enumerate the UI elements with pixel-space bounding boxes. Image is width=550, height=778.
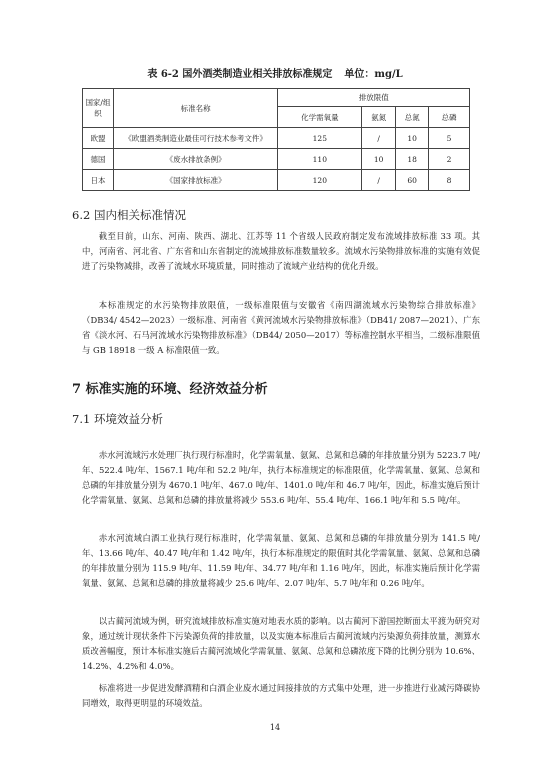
table-title: 表 6-2 国外酒类制造业相关排放标准规定 — [147, 69, 333, 80]
cell-country: 日本 — [83, 170, 114, 191]
cell-cod: 120 — [278, 170, 362, 191]
paragraph: 截至目前，山东、河南、陕西、湖北、江苏等 11 个省级人民政府制定发布流域排放标准 33 项。其中，河南省、河北省、广东省和山东省制定的流域排放标准数量较多。流域水污染物排放标准的实施有效促进了污染物减排，改善了流域水环境质量，同时推动了流域产业结构的优化升级。 — [82, 231, 480, 271]
header-total-nitrogen: 总氮 — [396, 107, 429, 128]
header-cod: 化学需氧量 — [278, 107, 362, 128]
section-heading-7-1: 7.1 环境效益分析 — [72, 412, 163, 426]
emission-standards-table — [82, 88, 470, 191]
paragraph: 以古蔺河流域为例，研究流域排放标准实施对地表水质的影响。以古蔺河下游国控断面太平渡为研究对象，通过统计现状条件下污染源负荷的排放量，以及实施本标准后古蔺河流域内污染源负荷排放量，测算水质改善幅度，预计本标准实施后古蔺河流域化学需氧量、氨氮、总氮和总磷浓度下降的比例分别为 10.6%、14.2%、4.2%和 4.0%。 — [82, 616, 480, 671]
header-country: 国家/组织 — [83, 89, 114, 128]
page-number: 14 — [269, 723, 281, 732]
cell-ammonia: / — [362, 170, 396, 191]
table-row — [83, 149, 470, 170]
table-caption — [0, 65, 550, 80]
paragraph: 赤水河流域白酒工业执行现行标准时，化学需氧量、氨氮、总氮和总磷的年排放量分别为 141.5 吨/年、13.66 吨/年、40.47 吨/年和 1.42 吨/年，执行本标准规定的限值时其化学需氧量、氨氮、总氮和总磷的年排放量分别为 115.9 吨/年、11.59 吨/年、34.77 吨/年和 1.16 吨/年，因此，标准实施后预计化学需氧量、氨氮、总氮和总磷的排放量将减少 25.6 吨/年、2.07 吨/年、5.7 吨/年和 0.26 吨/年。 — [82, 533, 480, 588]
cell-standard-name: 《国家排放标准》 — [113, 170, 278, 191]
cell-ammonia: 10 — [362, 149, 396, 170]
paragraph: 标准将进一步促进发酵酒精和白酒企业废水通过间接排放的方式集中处理，进一步推进行业减污降碳协同增效，取得更明显的环境效益。 — [82, 683, 480, 708]
cell-country: 欧盟 — [83, 128, 114, 149]
header-ammonia: 氨氮 — [362, 107, 396, 128]
paragraph: 赤水河流域污水处理厂执行现行标准时，化学需氧量、氨氮、总氮和总磷的年排放量分别为 5223.7 吨/年、522.4 吨/年、1567.1 吨/年和 52.2 吨/年，执行本标准规定的标准限值，化学需氧量、氨氮、总氮和总磷的年排放量分别为 4670.1 吨/年、467.0 吨/年、1401.0 吨/年和 46.7 吨/年，因此，标准实施后预计化学需氧量、氨氮、总氮和总磷的排放量将减少 553.6 吨/年、55.4 吨/年、166.1 吨/年和 5.5 吨/年。 — [82, 450, 480, 505]
cell-total-phosphorus: 8 — [429, 170, 470, 191]
table-row — [83, 128, 470, 149]
section-heading-6-2: 6.2 国内相关标准情况 — [72, 208, 186, 222]
cell-country: 德国 — [83, 149, 114, 170]
cell-ammonia: / — [362, 128, 396, 149]
cell-total-nitrogen: 18 — [396, 149, 429, 170]
cell-cod: 125 — [278, 128, 362, 149]
cell-total-phosphorus: 5 — [429, 128, 470, 149]
section-heading-7: 7 标准实施的环境、经济效益分析 — [72, 382, 268, 397]
header-standard-name: 标准名称 — [113, 89, 278, 128]
cell-standard-name: 《欧盟酒类制造业最佳可行技术参考文件》 — [113, 128, 278, 149]
header-total-phosphorus: 总磷 — [429, 107, 470, 128]
cell-total-nitrogen: 60 — [396, 170, 429, 191]
cell-standard-name: 《废水排放条例》 — [113, 149, 278, 170]
header-limits: 排放限值 — [278, 89, 470, 107]
cell-total-phosphorus: 2 — [429, 149, 470, 170]
table-unit: 单位：mg/L — [344, 69, 403, 80]
cell-cod: 110 — [278, 149, 362, 170]
paragraph: 本标准规定的水污染物排放限值，一级标准限值与安徽省《南四湖流域水污染物综合排放标准》（DB34/ 4542—2023）一级标准、河南省《黄河流域水污染物排放标准》（DB41/ 2087—2021）、广东省《淡水河、石马河流域水污染物排放标准》（DB44/ 2050—2017）等标准控制水平相当，二级标准限值与 GB 18918 一级 A 标准限值一致。 — [82, 300, 480, 355]
cell-total-nitrogen: 10 — [396, 128, 429, 149]
table-row — [83, 170, 470, 191]
